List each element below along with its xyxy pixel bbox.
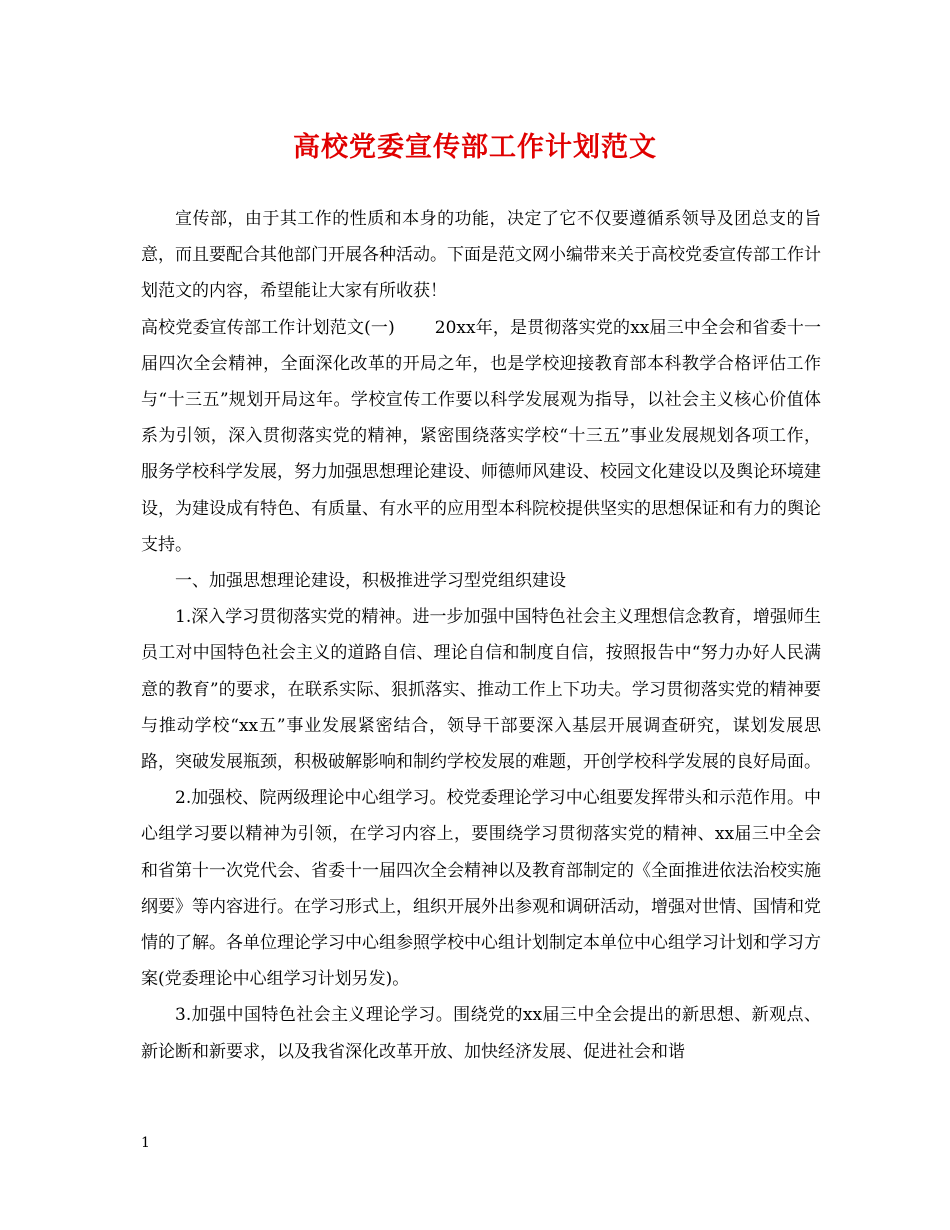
page-number: 1 [141,1135,150,1151]
document-title: 高校党委宣传部工作计划范文 [293,132,657,163]
paragraph-intro: 宣传部，由于其工作的性质和本身的功能，决定了它不仅要遵循系领导及团总支的旨意，而且要配合其他部门开展各种活动。下面是范文网小编带来关于高校党委宣传部工作计划范文的内容，希望能让大家有所收获！ [141,209,821,302]
document-body [141,201,821,1070]
paragraph-item-one: 1.深入学习贯彻落实党的精神。进一步加强中国特色社会主义理想信念教育，增强师生员工对中国特色社会主义的道路自信、理论自信和制度自信，按照报告中“努力办好人民满意的教育”的要求，在联系实际、狠抓落实、推动工作上下功夫。学习贯彻落实党的精神要与推动学校“xx五”事业发展紧密结合，领导干部要深入基层开展调查研究，谋划发展思路，突破发展瓶颈，积极破解影响和制约学校发展的难题，开创学校科学发展的良好局面。 [141,607,821,773]
paragraph-section-one: 高校党委宣传部工作计划范文(一) 20xx年，是贯彻落实党的xx届三中全会和省委十一届四次全会精神，全面深化改革的开局之年，也是学校迎接教育部本科教学合格评估工作与“十三五”规划开局这年。学校宣传工作要以科学发展观为指导，以社会主义核心价值体系为引领，深入贯彻落实党的精神，紧密围绕落实学校“十三五”事业发展规划各项工作，服务学校科学发展，努力加强思想理论建设、师德师风建设、校园文化建设以及舆论环境建设，为建设成有特色、有质量、有水平的应用型本科院校提供坚实的思想保证和有力的舆论支持。 [141,317,821,555]
paragraph-heading-one: 一、加强思想理论建设，积极推进学习型党组织建设 [175,571,566,592]
paragraph-item-two: 2.加强校、院两级理论中心组学习。校党委理论学习中心组要发挥带头和示范作用。中心组学习要以精神为引领，在学习内容上，要围绕学习贯彻落实党的精神、xx届三中全会和省第十一次党代会、省委十一届四次全会精神以及教育部制定的《全面推进依法治校实施纲要》等内容进行。在学习形式上，组织开展外出参观和调研活动，增强对世情、国情和党情的了解。各单位理论学习中心组参照学校中心组计划制定本单位中心组学习计划和学习方案(党委理论中心组学习计划另发)。 [141,788,821,990]
paragraph-item-three: 3.加强中国特色社会主义理论学习。围绕党的xx届三中全会提出的新思想、新观点、新论断和新要求，以及我省深化改革开放、加快经济发展、促进社会和谐 [141,1005,821,1062]
